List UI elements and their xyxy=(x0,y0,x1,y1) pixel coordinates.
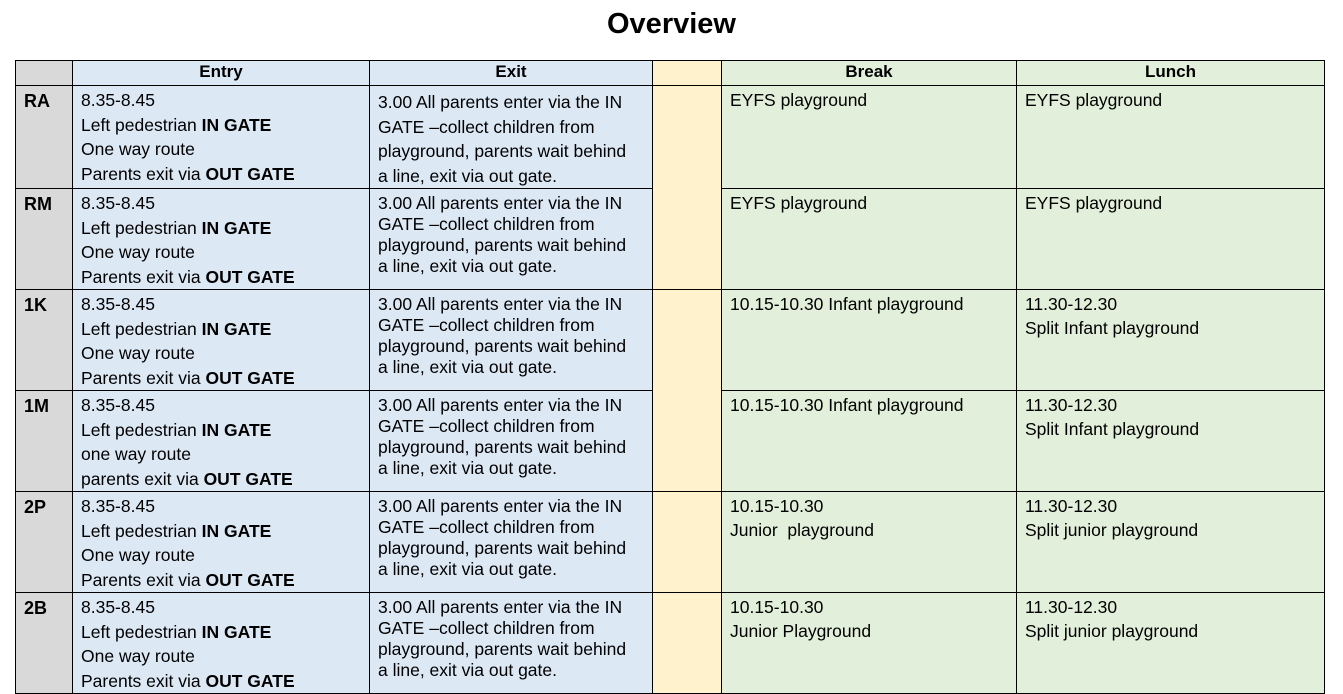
out-gate-label: OUT GATE xyxy=(205,670,295,691)
class-cell xyxy=(16,290,73,391)
lunch-line: 11.30-12.30 xyxy=(1025,597,1118,617)
entry-text: parents exit via xyxy=(81,468,204,489)
exit-line: 3.00 All parents enter via the IN xyxy=(378,92,623,112)
entry-time: 8.35-8.45 xyxy=(81,90,155,110)
entry-route: One way route xyxy=(81,545,195,565)
exit-line: GATE –collect children from xyxy=(378,116,595,137)
exit-line: a line, exit via out gate. xyxy=(378,357,557,377)
out-gate-label: OUT GATE xyxy=(205,163,295,184)
header-lunch: Lunch xyxy=(1017,61,1325,86)
entry-text: Parents exit via xyxy=(81,670,206,691)
lunch-line: Split junior playground xyxy=(1025,621,1199,641)
exit-line: playground, parents wait behind xyxy=(378,538,627,558)
entry-route: One way route xyxy=(81,343,195,363)
in-gate-label: IN GATE xyxy=(201,621,272,642)
entry-time: 8.35-8.45 xyxy=(81,597,155,617)
lunch-line: EYFS playground xyxy=(1025,90,1163,110)
class-label: 2B xyxy=(24,598,48,618)
entry-cell xyxy=(73,593,370,694)
break-cell xyxy=(722,593,1017,694)
header-class xyxy=(16,61,73,86)
break-cell xyxy=(722,391,1017,492)
class-cell xyxy=(16,492,73,593)
in-gate-label: IN GATE xyxy=(201,114,272,135)
out-gate-label: OUT GATE xyxy=(205,367,295,388)
in-gate-label: IN GATE xyxy=(201,520,272,541)
header-gap xyxy=(653,61,722,86)
exit-cell xyxy=(370,593,653,694)
break-cell xyxy=(722,86,1017,189)
entry-time: 8.35-8.45 xyxy=(81,294,155,314)
lunch-cell xyxy=(1017,593,1325,694)
exit-line: 3.00 All parents enter via the IN xyxy=(378,193,623,213)
out-gate-label: OUT GATE xyxy=(205,569,295,590)
in-gate-label: IN GATE xyxy=(201,419,272,440)
break-line: EYFS playground xyxy=(730,193,868,213)
lunch-line: 11.30-12.30 xyxy=(1025,395,1118,415)
break-line: 10.15-10.30 Infant playground xyxy=(730,294,964,314)
header-exit: Exit xyxy=(370,61,653,86)
exit-line: a line, exit via out gate. xyxy=(378,165,557,186)
entry-text: Left pedestrian xyxy=(81,520,202,541)
exit-cell xyxy=(370,492,653,593)
entry-cell xyxy=(73,391,370,492)
class-cell xyxy=(16,86,73,189)
exit-line: playground, parents wait behind xyxy=(378,235,627,255)
exit-line: GATE –collect children from xyxy=(378,315,595,335)
lunch-line: Split Infant playground xyxy=(1025,318,1200,338)
in-gate-label: IN GATE xyxy=(201,318,272,339)
exit-line: 3.00 All parents enter via the IN xyxy=(378,395,623,415)
entry-time: 8.35-8.45 xyxy=(81,496,155,516)
overview-table xyxy=(15,60,1325,694)
lunch-line: 11.30-12.30 xyxy=(1025,496,1118,516)
exit-line: 3.00 All parents enter via the IN xyxy=(378,294,623,314)
entry-text: Left pedestrian xyxy=(81,318,202,339)
class-label: 1M xyxy=(24,396,50,416)
exit-line: playground, parents wait behind xyxy=(378,437,627,457)
exit-line: a line, exit via out gate. xyxy=(378,559,557,579)
lunch-cell xyxy=(1017,391,1325,492)
break-line: 10.15-10.30 Infant playground xyxy=(730,395,964,415)
lunch-cell xyxy=(1017,189,1325,290)
entry-text: Parents exit via xyxy=(81,266,206,287)
entry-text: Left pedestrian xyxy=(81,621,202,642)
entry-route: One way route xyxy=(81,242,195,262)
exit-line: GATE –collect children from xyxy=(378,416,595,436)
gap-cell xyxy=(653,593,722,694)
exit-line: playground, parents wait behind xyxy=(378,141,627,161)
break-cell xyxy=(722,189,1017,290)
exit-line: playground, parents wait behind xyxy=(378,336,627,356)
entry-text: Left pedestrian xyxy=(81,114,202,135)
break-line: Junior Playground xyxy=(730,621,872,641)
lunch-line: 11.30-12.30 xyxy=(1025,294,1118,314)
entry-route: One way route xyxy=(81,139,195,159)
table-row xyxy=(16,86,1325,189)
entry-cell xyxy=(73,290,370,391)
class-label: 1K xyxy=(24,295,48,315)
entry-text: Parents exit via xyxy=(81,569,206,590)
out-gate-label: OUT GATE xyxy=(205,266,295,287)
class-cell xyxy=(16,391,73,492)
entry-text: Left pedestrian xyxy=(81,217,202,238)
exit-line: GATE –collect children from xyxy=(378,214,595,234)
break-line: EYFS playground xyxy=(730,90,868,110)
exit-line: 3.00 All parents enter via the IN xyxy=(378,496,623,516)
exit-cell xyxy=(370,290,653,391)
page-title: Overview xyxy=(607,8,736,40)
header-row xyxy=(16,61,1325,86)
lunch-line: Split Infant playground xyxy=(1025,419,1200,439)
exit-line: a line, exit via out gate. xyxy=(378,458,557,478)
class-label: RA xyxy=(24,91,50,111)
entry-text: Parents exit via xyxy=(81,367,206,388)
table-row xyxy=(16,593,1325,694)
header-break: Break xyxy=(722,61,1017,86)
class-label: 2P xyxy=(24,497,47,517)
entry-route: One way route xyxy=(81,646,195,666)
break-cell xyxy=(722,492,1017,593)
class-cell xyxy=(16,189,73,290)
entry-cell xyxy=(73,492,370,593)
lunch-line: EYFS playground xyxy=(1025,193,1163,213)
in-gate-label: IN GATE xyxy=(201,217,272,238)
table-row xyxy=(16,290,1325,391)
lunch-cell xyxy=(1017,290,1325,391)
gap-cell xyxy=(653,492,722,593)
header-entry: Entry xyxy=(73,61,370,86)
exit-cell xyxy=(370,391,653,492)
class-label: RM xyxy=(24,194,52,214)
entry-cell xyxy=(73,189,370,290)
break-line: 10.15-10.30 xyxy=(730,597,824,617)
entry-route: one way route xyxy=(81,444,191,464)
lunch-cell xyxy=(1017,492,1325,593)
exit-line: 3.00 All parents enter via the IN xyxy=(378,597,623,617)
entry-time: 8.35-8.45 xyxy=(81,395,155,415)
entry-cell xyxy=(73,86,370,189)
break-line: Junior playground xyxy=(730,520,874,540)
exit-cell xyxy=(370,86,653,189)
entry-text: Parents exit via xyxy=(81,163,206,184)
out-gate-label: OUT GATE xyxy=(203,468,293,489)
gap-cell xyxy=(653,290,722,492)
entry-text: Left pedestrian xyxy=(81,419,202,440)
exit-line: playground, parents wait behind xyxy=(378,639,627,659)
exit-line: GATE –collect children from xyxy=(378,517,595,537)
break-line: 10.15-10.30 xyxy=(730,496,824,516)
exit-cell xyxy=(370,189,653,290)
lunch-line: Split junior playground xyxy=(1025,520,1199,540)
entry-time: 8.35-8.45 xyxy=(81,193,155,213)
gap-cell xyxy=(653,86,722,290)
break-cell xyxy=(722,290,1017,391)
exit-line: GATE –collect children from xyxy=(378,618,595,638)
exit-line: a line, exit via out gate. xyxy=(378,256,557,276)
class-cell xyxy=(16,593,73,694)
exit-line: a line, exit via out gate. xyxy=(378,660,557,680)
lunch-cell xyxy=(1017,86,1325,189)
table-row xyxy=(16,492,1325,593)
